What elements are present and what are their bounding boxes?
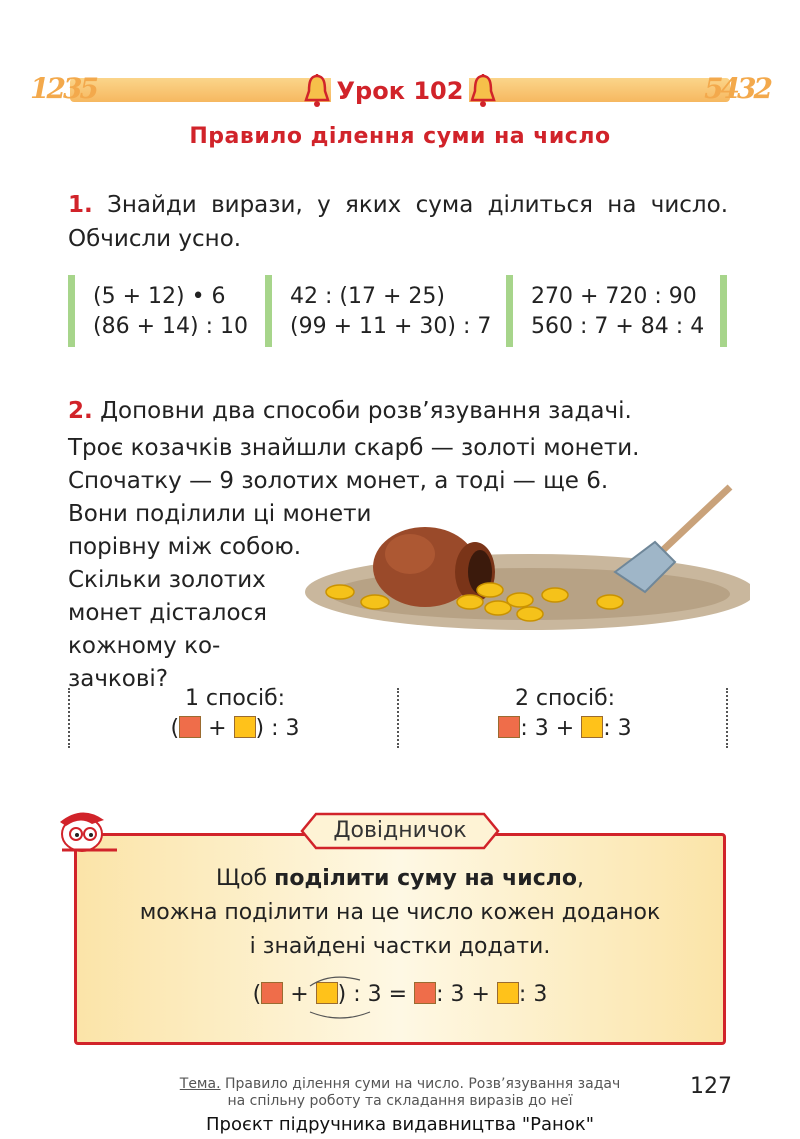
method-formula	[440, 714, 690, 744]
rule-bold-text: поділити суму на число	[274, 866, 577, 891]
formula-arc-icon	[300, 972, 400, 1024]
banner-digits-left: 1235	[30, 72, 96, 105]
method-formula: ( + ) : 3	[170, 716, 300, 741]
answer-box-yellow[interactable]	[234, 716, 256, 738]
expression: 560 : 7 + 84 : 4	[531, 314, 705, 339]
topic-line-2: на спільну роботу та складання виразів до неї	[227, 1093, 573, 1109]
task-text: Знайди вирази, у яких сума ділиться на число. Обчисли усно.	[68, 192, 729, 252]
rule-text-part: Щоб	[216, 866, 275, 891]
publisher-note: Проєкт підручника видавництва "Ранок"	[205, 1114, 594, 1135]
method-1	[110, 684, 360, 744]
task-2-instruction	[68, 394, 728, 428]
method-label: 2 спосіб:	[514, 686, 616, 711]
method-2	[440, 684, 690, 744]
problem-line: кожному ко-	[68, 633, 221, 659]
problem-line: зачкові?	[68, 666, 169, 692]
column-divider	[68, 275, 75, 347]
formula-tail: ) : 3	[255, 716, 300, 741]
topic-text: Правило ділення суми на число. Розв’язування задач	[220, 1076, 621, 1092]
answer-box-yellow[interactable]	[581, 716, 603, 738]
pot-icon	[373, 527, 495, 607]
answer-box-red[interactable]	[179, 716, 201, 738]
expression-column-3	[513, 275, 723, 347]
formula-mid: ) : 3 =	[337, 982, 408, 1007]
rule-text	[74, 862, 726, 964]
expression-column-1	[75, 275, 270, 347]
rule-line-1	[74, 862, 726, 896]
expression: 270 + 720 : 90	[531, 284, 697, 309]
box-yellow	[497, 982, 519, 1004]
treasure-illustration	[280, 482, 750, 652]
bell-icon	[303, 73, 331, 109]
expression: 42 : (17 + 25)	[290, 284, 445, 309]
column-divider	[265, 275, 272, 347]
problem-line: Скільки золотих	[68, 567, 266, 593]
dotted-divider	[726, 688, 728, 748]
expression: (86 + 14) : 10	[93, 314, 248, 339]
rule-formula: ( + ) : 3 = : 3 + : 3	[252, 982, 548, 1007]
answer-box-red[interactable]	[498, 716, 520, 738]
expression-column-2	[272, 275, 507, 347]
task-1-instruction	[68, 188, 728, 256]
reference-tab-label: Довідничок	[333, 818, 467, 843]
rule-line-3: і знайдені частки додати.	[249, 934, 551, 959]
expression: (99 + 11 + 30) : 7	[290, 314, 492, 339]
footer-topic	[160, 1076, 640, 1110]
lesson-subtitle: Правило ділення суми на число	[189, 124, 611, 149]
box-red	[261, 982, 283, 1004]
rule-line-2: можна поділити на це число кожен доданок	[139, 900, 661, 925]
lesson-label: Урок 102	[331, 71, 470, 111]
page-number: 127	[690, 1074, 732, 1099]
problem-line: Вони поділили ці монети	[68, 501, 372, 527]
column-divider	[720, 275, 727, 347]
formula-tail: : 3	[603, 716, 632, 741]
rule-text-part: ,	[576, 866, 584, 891]
formula-part: : 3 +	[520, 716, 575, 741]
task-number: 2.	[68, 398, 93, 424]
expression: (5 + 12) • 6	[93, 284, 226, 309]
box-red	[414, 982, 436, 1004]
task-text: Доповни два способи розв’язування задачі.	[100, 398, 632, 424]
method-label: 1 спосіб:	[184, 686, 286, 711]
lesson-title	[30, 70, 770, 111]
dotted-divider	[68, 688, 70, 748]
task-number: 1.	[68, 192, 93, 218]
mascot-icon	[52, 806, 122, 854]
topic-line-1	[160, 1076, 640, 1093]
topic-label: Тема.	[179, 1076, 221, 1092]
bell-icon	[469, 73, 497, 109]
problem-line: монет дісталося	[68, 600, 268, 626]
problem-line: Троє козачків знайшли скарб — золоті монети.	[68, 435, 640, 461]
formula-part: : 3 +	[436, 982, 490, 1007]
problem-line: Спочатку — 9 золотих монет, а тоді — ще 6.	[68, 468, 609, 494]
formula-tail: : 3	[518, 982, 548, 1007]
banner-digits-right: 5432	[704, 72, 770, 105]
problem-line: порівну між собою.	[68, 534, 302, 560]
column-divider	[506, 275, 513, 347]
lesson-banner	[30, 70, 770, 110]
dotted-divider	[397, 688, 399, 748]
